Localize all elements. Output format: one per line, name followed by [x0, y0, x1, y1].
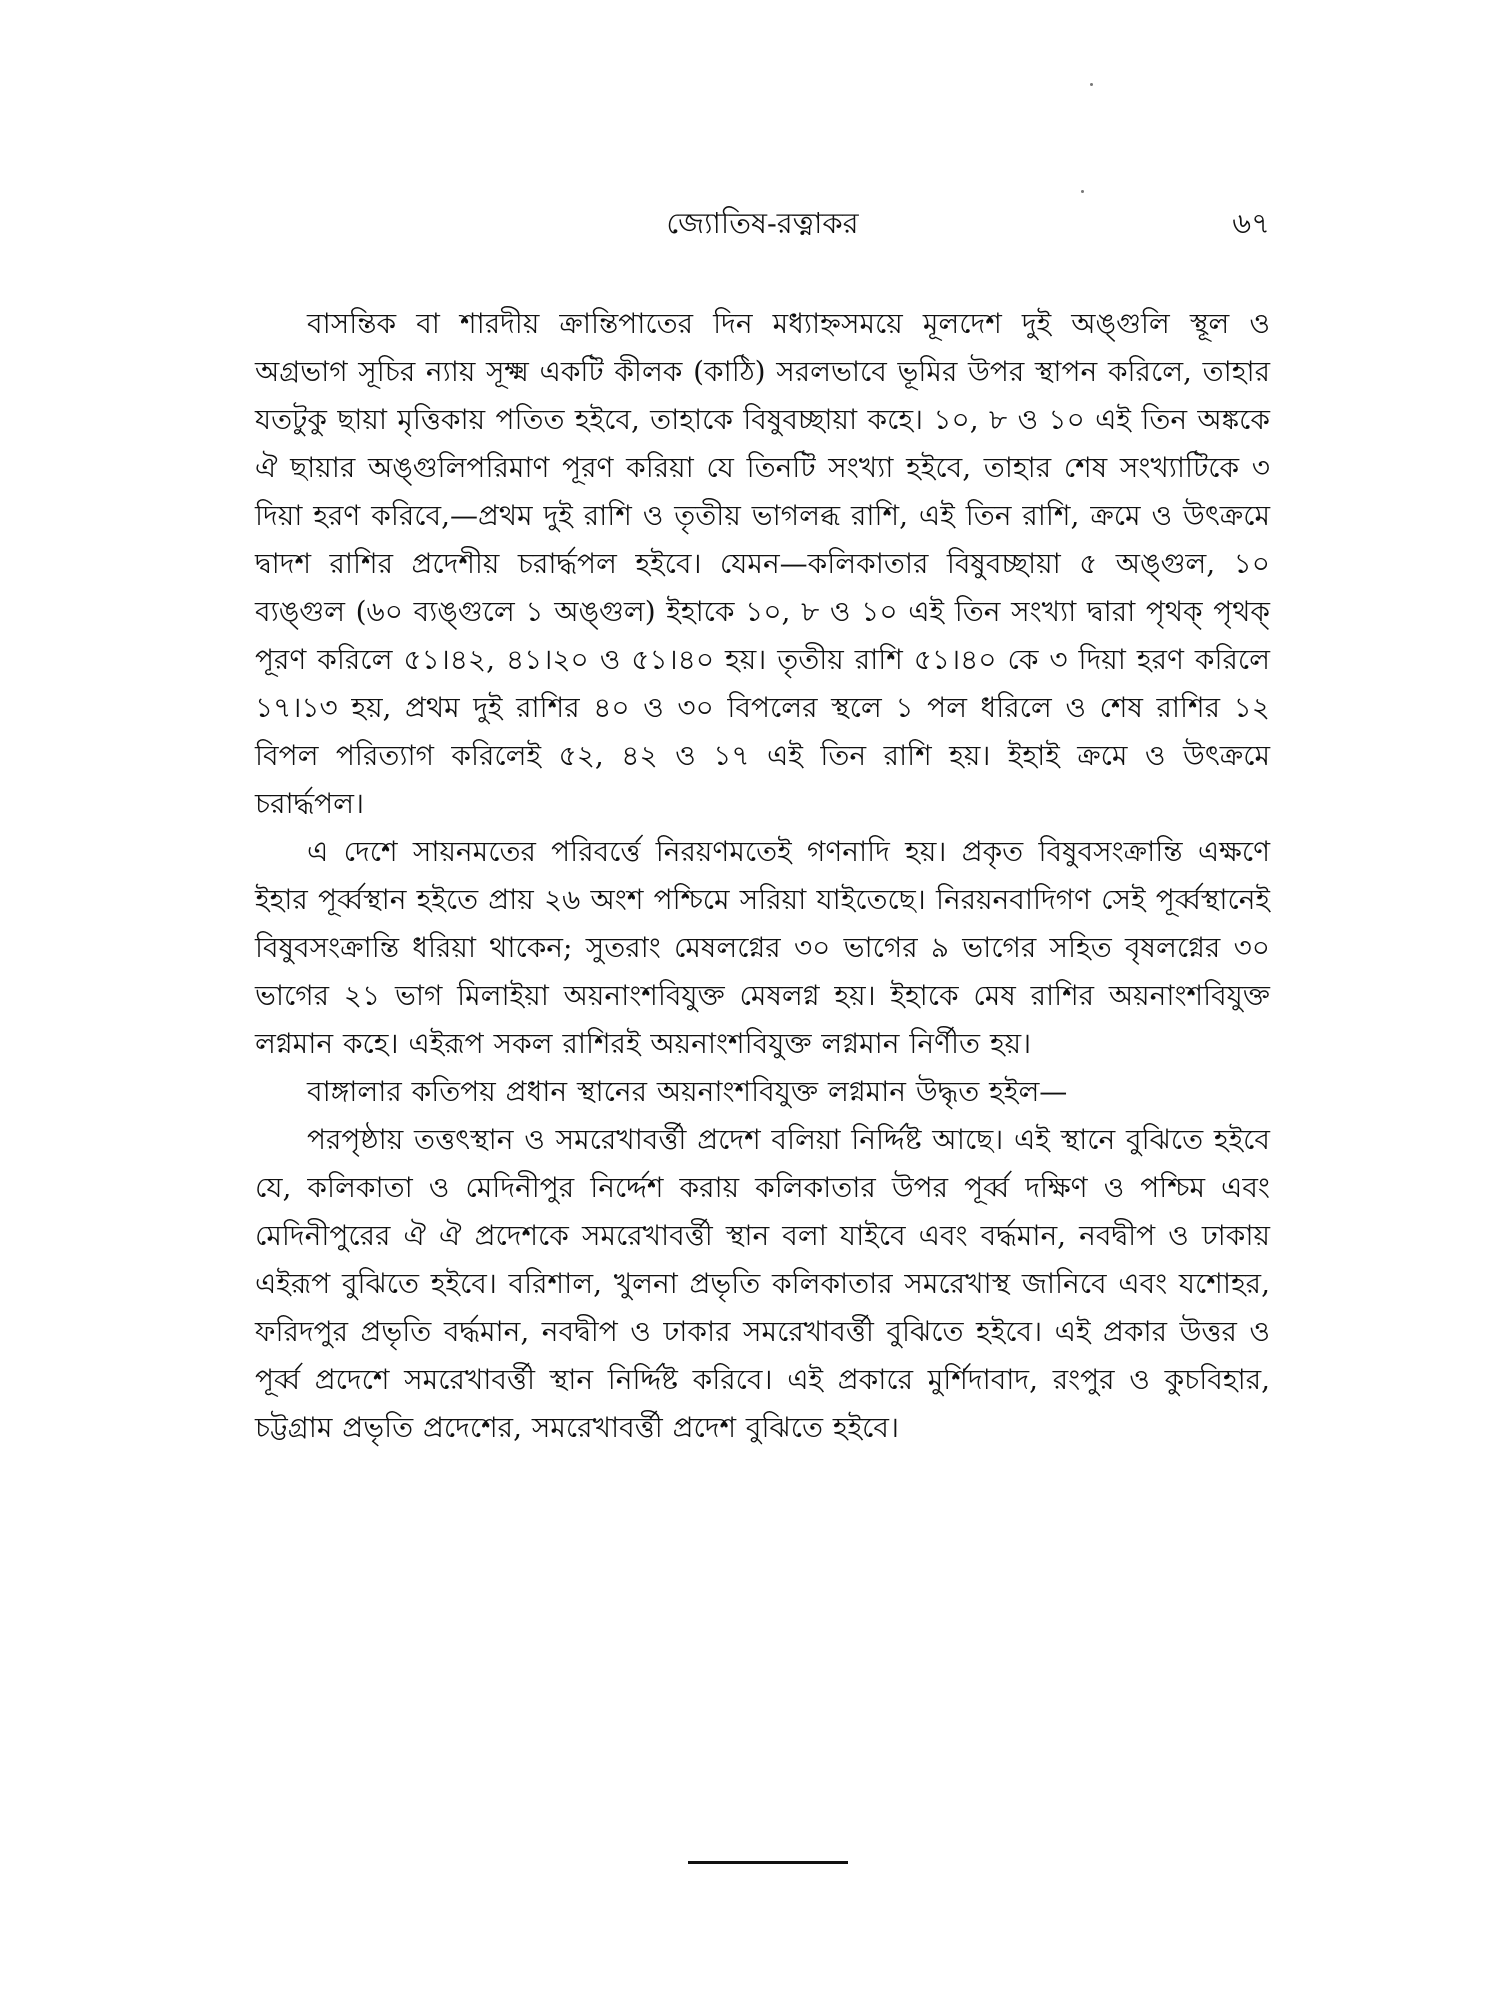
running-title: জ্যোতিষ-রত্নাকর: [666, 206, 859, 240]
page-header: [255, 200, 1270, 246]
paragraph: বাঙ্গালার কতিপয় প্রধান স্থানের অয়নাংশবিযুক্ত লগ্নমান উদ্ধৃত হইল—: [307, 1075, 1068, 1108]
body-text: [255, 300, 1270, 1452]
scan-speck: [1081, 190, 1084, 193]
page-number: ৬৭: [1232, 206, 1270, 240]
paragraph: এ দেশে সায়নমতের পরিবর্ত্তে নিরয়ণমতেই গণনাদি হয়। প্রকৃত বিষুবসংক্রান্তি এক্ষণে ইহার পূর্ব্বস্থান হইতে প্রায় ২৬ অংশ পশ্চিমে সরিয়া যাইতেছে। নিরয়নবাদিগণ সেই পূর্ব্বস্থানেই বিষুবসংক্রান্তি ধরিয়া থাকেন; সুতরাং মেষলগ্নের ৩০ ভাগের ৯ ভাগের সহিত বৃষলগ্নের ৩০ ভাগের ২১ ভাগ মিলাইয়া অয়নাংশবিযুক্ত মেষলগ্ন হয়। ইহাকে মেষ রাশির অয়নাংশবিযুক্ত লগ্নমান কহে। এইরূপ সকল রাশিরই অয়নাংশবিযুক্ত লগ্নমান নির্ণীত হয়।: [255, 835, 1270, 1060]
paragraph: বাসন্তিক বা শারদীয় ক্রান্তিপাতের দিন মধ্যাহ্নসময়ে মূলদেশ দুই অঙ্গুলি স্থূল ও অগ্রভাগ সূচির ন্যায় সূক্ষ্ম একটি কীলক (কাঠি) সরলভাবে ভূমির উপর স্থাপন করিলে, তাহার যতটুকু ছায়া মৃত্তিকায় পতিত হইবে, তাহাকে বিষুবচ্ছায়া কহে। ১০, ৮ ও ১০ এই তিন অঙ্ককে ঐ ছায়ার অঙ্গুলিপরিমাণ পূরণ করিয়া যে তিনটি সংখ্যা হইবে, তাহার শেষ সংখ্যাটিকে ৩ দিয়া হরণ করিবে,—প্রথম দুই রাশি ও তৃতীয় ভাগলব্ধ রাশি, এই তিন রাশি, ক্রমে ও উৎক্রমে দ্বাদশ রাশির প্রদেশীয় চরার্দ্ধপল হইবে। যেমন—কলিকাতার বিষুবচ্ছায়া ৫ অঙ্গুল, ১০ ব্যঙ্গুল (৬০ ব্যঙ্গুলে ১ অঙ্গুল) ইহাকে ১০, ৮ ও ১০ এই তিন সংখ্যা দ্বারা পৃথক্ পৃথক্ পূরণ করিলে ৫১।৪২, ৪১।২০ ও ৫১।৪০ হয়। তৃতীয় রাশি ৫১।৪০ কে ৩ দিয়া হরণ করিলে ১৭।১৩ হয়, প্রথম দুই রাশির ৪০ ও ৩০ বিপলের স্থলে ১ পল ধরিলে ও শেষ রাশির ১২ বিপল পরিত্যাগ করিলেই ৫২, ৪২ ও ১৭ এই তিন রাশি হয়। ইহাই ক্রমে ও উৎক্রমে চরার্দ্ধপল।: [255, 307, 1270, 820]
paragraph: পরপৃষ্ঠায় তত্তৎস্থান ও সমরেখাবর্ত্তী প্রদেশ বলিয়া নির্দ্দিষ্ট আছে। এই স্থানে বুঝিতে হইবে যে, কলিকাতা ও মেদিনীপুর নির্দ্দেশ করায় কলিকাতার উপর পূর্ব্ব দক্ষিণ ও পশ্চিম এবং মেদিনীপুরের ঐ ঐ প্রদেশকে সমরেখাবর্ত্তী স্থান বলা যাইবে এবং বর্দ্ধমান, নবদ্বীপ ও ঢাকায় এইরূপ বুঝিতে হইবে। বরিশাল, খুলনা প্রভৃতি কলিকাতার সমরেখাস্থ জানিবে এবং যশোহর, ফরিদপুর প্রভৃতি বর্দ্ধমান, নবদ্বীপ ও ঢাকার সমরেখাবর্ত্তী বুঝিতে হইবে। এই প্রকার উত্তর ও পূর্ব্ব প্রদেশে সমরেখাবর্ত্তী স্থান নির্দ্দিষ্ট করিবে। এই প্রকারে মুর্শিদাবাদ, রংপুর ও কুচবিহার, চট্টগ্রাম প্রভৃতি প্রদেশের, সমরেখাবর্ত্তী প্রদেশ বুঝিতে হইবে।: [255, 1123, 1270, 1444]
end-rule: [688, 1861, 848, 1864]
scan-speck: [1090, 83, 1093, 86]
